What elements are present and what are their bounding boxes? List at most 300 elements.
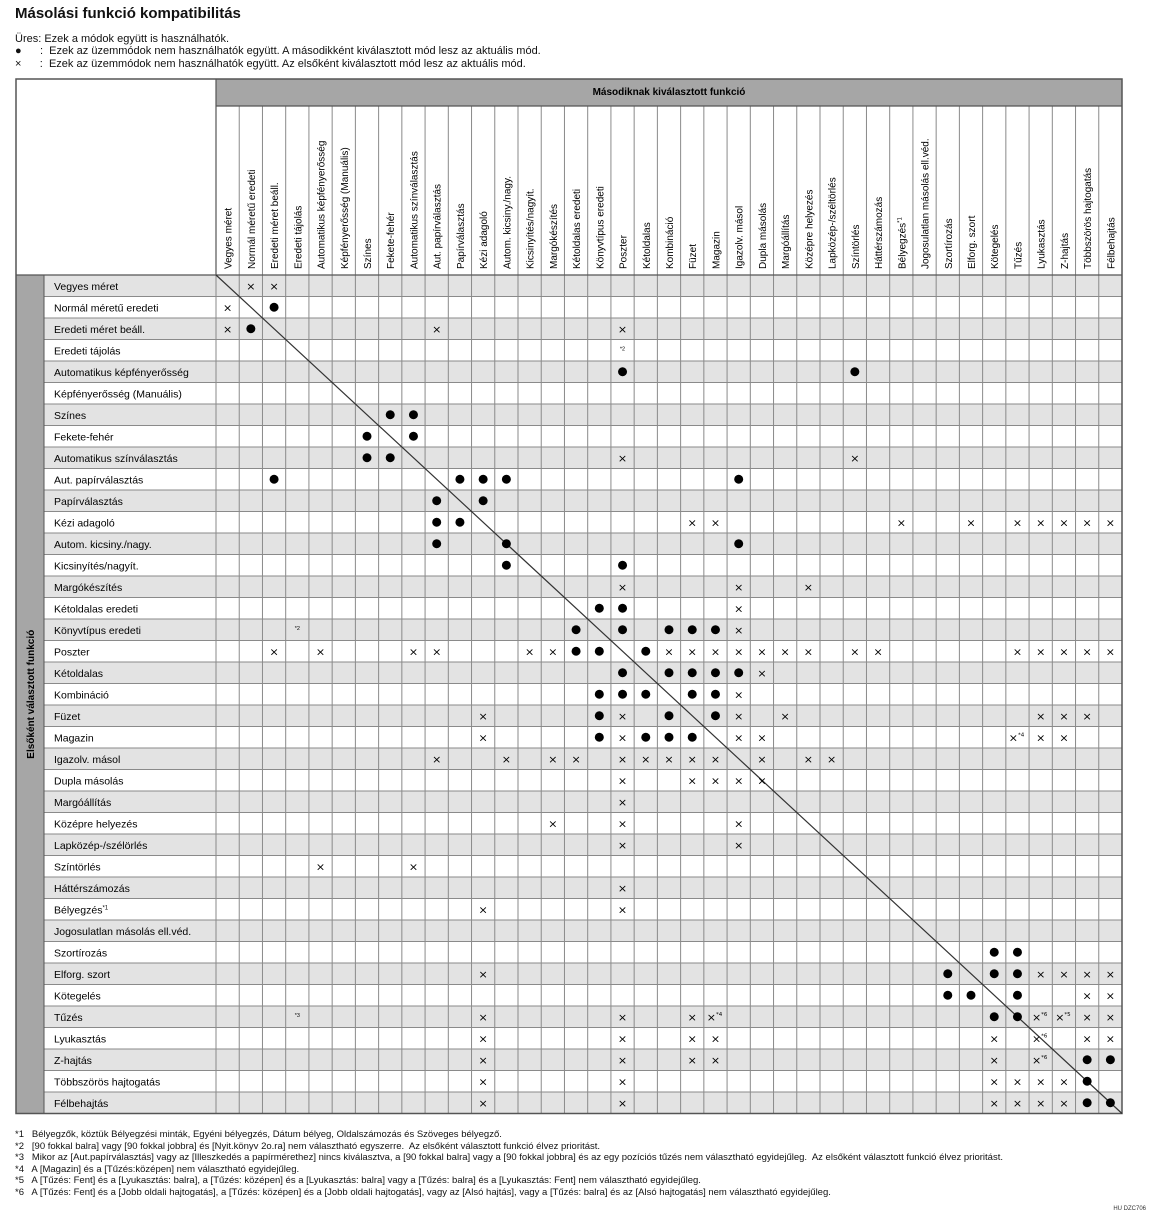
cross-mark: × <box>548 817 558 831</box>
cross-mark: × <box>617 1010 628 1024</box>
cross-mark: × <box>1105 1010 1115 1024</box>
cross-mark: × <box>478 731 488 745</box>
cross-mark: × <box>664 752 674 766</box>
cross-mark: × <box>269 645 279 659</box>
diagonal-line <box>216 275 1122 1114</box>
column-label: Háttérszámozás <box>874 196 886 269</box>
dot-mark <box>455 518 464 527</box>
dot-mark <box>1013 1012 1022 1021</box>
cross-mark: × <box>710 1032 721 1046</box>
dot-mark <box>711 711 720 720</box>
cross-mark: × <box>315 645 326 659</box>
cross-mark: × <box>734 688 744 702</box>
footnote-3: *3 Mikor az [Aut.papírválasztás] vagy az [Illeszkedés a papírmérethez] nincs kiválasztva, a [90 fokkal balra] vagy a [90 fokkal jobbra] és az egy pozíciós tűzés nem választható egyidejűleg. Az elsőként választott funkció élvez prioritást. <box>15 1152 1003 1163</box>
cross-mark: × <box>246 279 256 293</box>
row-label: Jogosulatlan másolás ell.véd. <box>54 925 192 938</box>
cross-mark: × <box>617 838 628 852</box>
cross-mark: × <box>432 322 442 336</box>
cross-mark: × <box>710 645 721 659</box>
column-label: Papírválasztás <box>455 203 467 269</box>
dot-mark <box>618 367 627 376</box>
cross-mark: × <box>687 1032 697 1046</box>
dot-mark <box>595 733 604 742</box>
column-label: Fekete-fehér <box>386 212 398 269</box>
row-shade <box>44 576 1122 598</box>
cross-mark: × <box>710 516 721 530</box>
cross-mark: × <box>734 580 744 594</box>
legend-empty: Üres: Ezek a módok együtt is használhatók. <box>15 33 229 45</box>
cross-mark: × <box>1105 989 1115 1003</box>
dot-mark <box>688 668 697 677</box>
dot-mark <box>618 625 627 634</box>
cross-mark: × <box>1105 516 1115 530</box>
row-label: Eredeti tájolás <box>54 345 121 358</box>
cross-mark: × <box>710 774 721 788</box>
row-group-label: Elsőként választott funkció <box>26 629 37 759</box>
column-label: Színtörlés <box>850 224 862 269</box>
row-label: Kétoldalas eredeti <box>54 603 139 616</box>
cross-mark: × <box>617 451 628 465</box>
cross-mark: × <box>408 860 419 874</box>
footnote-1: *1 Bélyegzők, köztük Bélyegzési minták, Egyéni bélyegzés, Dátum bélyeg, Oldalszámozás és Szöveges bélyegző. <box>15 1129 502 1140</box>
cross-mark: × <box>1036 967 1046 981</box>
column-label: Aut. papírválasztás <box>432 183 444 269</box>
column-group-label: Másodiknak kiválasztott funkció <box>592 87 746 98</box>
column-label: Képfényerősség (Manuális) <box>339 147 351 269</box>
column-label: Automatikus színválasztás <box>409 151 421 269</box>
row-shade <box>44 275 1122 297</box>
row-label: Színes <box>54 409 87 422</box>
row-label: Papírválasztás <box>54 495 123 508</box>
cross-mark: × <box>989 1032 999 1046</box>
cross-mark: × <box>1059 731 1069 745</box>
cross-mark: × <box>757 774 767 788</box>
column-label: Félbehajtás <box>1106 217 1118 269</box>
cross-mark: × <box>617 580 628 594</box>
cross-mark: × <box>850 451 860 465</box>
cross-mark: × <box>478 903 488 917</box>
cross-mark: × <box>1082 967 1092 981</box>
dot-mark <box>479 496 488 505</box>
row-label: Magazin <box>54 732 94 745</box>
cross-mark: × <box>617 1096 628 1110</box>
cross-mark: × <box>223 301 233 315</box>
document-id: HU DZC706 <box>1113 1206 1146 1212</box>
cross-mark: × <box>803 645 813 659</box>
column-label: Jogosulatlan másolás ell.véd. <box>920 138 932 269</box>
row-label: Dupla másolás <box>54 775 124 788</box>
column-label: Többszörös hajtogatás <box>1083 167 1095 269</box>
row-label: Automatikus színválasztás <box>54 452 178 465</box>
cross-mark: × <box>408 645 419 659</box>
dot-mark <box>711 690 720 699</box>
cross-mark: × <box>989 1075 999 1089</box>
dot-mark <box>270 475 279 484</box>
cross-mark: × <box>1082 1010 1092 1024</box>
dot-mark <box>246 324 255 333</box>
cross-mark: × <box>1082 516 1092 530</box>
dot-mark <box>711 625 720 634</box>
cross-mark: × <box>617 709 628 723</box>
cross-mark: × <box>687 1010 697 1024</box>
cross-mark: × <box>734 817 744 831</box>
cross-mark: × <box>1082 1032 1092 1046</box>
cross-mark: × <box>1036 731 1046 745</box>
legend-cross-text: : Ezek az üzemmódok nem használhatók együtt. Az elsőként kiválasztott mód lesz az aktuális mód. <box>39 58 526 70</box>
cross-mark: × <box>1059 645 1069 659</box>
cross-mark: × <box>269 279 279 293</box>
row-shade <box>44 361 1122 383</box>
dot-mark <box>502 475 511 484</box>
row-label: Kicsinyítés/nagyít. <box>54 560 139 573</box>
column-label: Eredeti tájolás <box>293 205 305 269</box>
cross-mark: × <box>896 516 906 530</box>
row-shade <box>44 748 1122 770</box>
dot-mark <box>455 475 464 484</box>
cross-mark: × <box>1036 709 1046 723</box>
cross-mark: × <box>687 752 697 766</box>
cross-mark: × <box>478 1096 488 1110</box>
cross-mark: × <box>827 752 837 766</box>
cross-note-mark: ×$^{*5}$ <box>1055 1010 1071 1024</box>
footnotes <box>15 1129 1003 1198</box>
note-mark: *2 <box>619 346 626 353</box>
dot-mark <box>967 991 976 1000</box>
cross-mark: × <box>757 731 767 745</box>
column-label: Bélyegzés$^{*1}$ <box>897 217 909 269</box>
cross-mark: × <box>617 1053 628 1067</box>
cross-mark: × <box>1036 645 1046 659</box>
row-label: Margóállítás <box>54 796 112 809</box>
cross-mark: × <box>1105 645 1115 659</box>
cross-mark: × <box>1012 1096 1023 1110</box>
note-mark: *2 <box>294 625 300 632</box>
cross-mark: × <box>989 1096 999 1110</box>
row-label: Autom. kicsiny./nagy. <box>54 538 152 551</box>
dot-mark <box>618 561 627 570</box>
cross-mark: × <box>1036 1096 1046 1110</box>
dot-mark <box>1013 969 1022 978</box>
cross-mark: × <box>571 752 581 766</box>
cross-mark: × <box>223 322 233 336</box>
dot-mark <box>572 625 581 634</box>
dot-mark <box>409 410 418 419</box>
dot-mark <box>641 647 650 656</box>
cross-mark: × <box>1059 967 1069 981</box>
cross-mark: × <box>710 752 721 766</box>
footnote-4: *4 A [Magazin] és a [Tűzés:középen] nem választható egyidejűleg. <box>15 1163 300 1175</box>
row-label: Háttérszámozás <box>54 882 130 895</box>
cross-mark: × <box>617 881 628 895</box>
row-label: Elforg. szort <box>54 968 111 981</box>
cross-mark: × <box>315 860 326 874</box>
cross-mark: × <box>687 774 697 788</box>
cross-mark: × <box>1036 1075 1046 1089</box>
row-shade <box>44 318 1122 340</box>
dot-mark <box>990 969 999 978</box>
cross-mark: × <box>548 752 558 766</box>
row-label: Lapközép-/szélörlés <box>54 839 148 852</box>
cross-mark: × <box>617 817 628 831</box>
column-label: Normál méretű eredeti <box>246 169 258 269</box>
dot-mark <box>641 733 650 742</box>
dot-mark <box>595 604 604 613</box>
cross-mark: × <box>780 645 790 659</box>
dot-mark <box>850 367 859 376</box>
row-label: Szortírozás <box>54 947 108 960</box>
dot-mark <box>734 475 743 484</box>
cross-mark: × <box>478 709 488 723</box>
column-label: Eredeti méret beáll. <box>270 182 282 269</box>
column-label: Autom. kicsiny./nagy. <box>502 176 514 269</box>
dot-mark <box>688 733 697 742</box>
cross-mark: × <box>1082 709 1092 723</box>
footnote-5: *5 A [Tűzés: Fent] és a [Lyukasztás: balra], a [Tűzés: középen] és a [Lyukasztás: balra] vagy a [Tűzés: balra] és a [Lyukasztás: Fent] nem választható egyidejűleg. <box>15 1175 701 1186</box>
cross-mark: × <box>873 645 883 659</box>
column-label: Magazin <box>711 231 723 269</box>
legend-dot-text: : Ezek az üzemmódok nem használhatók együtt. A másodikként kiválasztott mód lesz az aktuális mód. <box>40 45 541 57</box>
footnote-6: *6 A [Tűzés: Fent] és a [Jobb oldali hajtogatás], a [Tűzés: középen] és a [Jobb oldali hajtogatás], vagy az [Alsó hajtás], vagy a [Tűzés: balra] és az [Alsó hajtogatás] nem választható egyidejűleg. <box>15 1186 831 1198</box>
cross-mark: × <box>1036 516 1046 530</box>
row-label: Poszter <box>54 646 90 659</box>
dot-mark <box>990 948 999 957</box>
row-shade <box>44 705 1122 727</box>
dot-mark <box>386 453 395 462</box>
cross-mark: × <box>501 752 511 766</box>
dot-mark <box>1083 1098 1092 1107</box>
dot-mark <box>1106 1098 1115 1107</box>
row-label: Tűzés <box>54 1011 83 1024</box>
dot-mark <box>734 668 743 677</box>
cross-mark: × <box>757 666 767 680</box>
cross-note-mark: ×$^{*4}$ <box>1008 731 1025 745</box>
cross-mark: × <box>617 1032 628 1046</box>
dot-mark <box>432 496 441 505</box>
cross-mark: × <box>617 795 628 809</box>
cross-note-mark: ×$^{*6}$ <box>1031 1032 1048 1046</box>
dot-mark <box>665 668 674 677</box>
cross-mark: × <box>734 838 744 852</box>
cross-mark: × <box>478 1032 488 1046</box>
cross-mark: × <box>617 1075 628 1089</box>
cross-mark: × <box>617 731 628 745</box>
dot-mark <box>618 690 627 699</box>
cross-mark: × <box>478 1053 488 1067</box>
row-label: Lyukasztás <box>54 1033 107 1046</box>
dot-mark <box>688 690 697 699</box>
dot-mark <box>1083 1055 1092 1064</box>
dot-mark <box>502 561 511 570</box>
cross-mark: × <box>734 645 744 659</box>
dot-mark <box>618 668 627 677</box>
column-label: Margókészítés <box>548 203 560 269</box>
row-shade <box>44 920 1122 942</box>
cross-mark: × <box>478 1075 488 1089</box>
row-label: Normál méretű eredeti <box>54 302 159 315</box>
dot-mark <box>502 539 511 548</box>
row-label: Füzet <box>54 710 81 723</box>
row-shade <box>44 404 1122 426</box>
row-shade <box>44 619 1122 641</box>
cross-mark: × <box>641 752 651 766</box>
cross-mark: × <box>687 645 697 659</box>
column-label: Poszter <box>618 235 630 269</box>
row-shade <box>44 877 1122 899</box>
dot-mark <box>595 711 604 720</box>
row-label: Bélyegzés$^{*1}$ <box>54 904 109 917</box>
row-shade <box>44 834 1122 856</box>
row-shade <box>44 963 1122 985</box>
dot-mark <box>432 518 441 527</box>
column-label: Kétoldalas eredeti <box>572 188 584 269</box>
row-label: Eredeti méret beáll. <box>54 323 146 336</box>
footnote-2: *2 [90 fokkal balra] vagy [90 fokkal jobbra] és [Nyit.könyv 2o.ra] nem választható egyszerre. Az elsőként választott funkció élvez prioritást. <box>15 1140 601 1152</box>
row-label: Kombináció <box>54 689 109 702</box>
dot-mark <box>990 1012 999 1021</box>
page-title: Másolási funkció kompatibilitás <box>15 5 241 22</box>
dot-mark <box>665 711 674 720</box>
row-label: Margókészítés <box>54 581 123 594</box>
column-label: Kicsinyítés/nagyít. <box>525 188 537 269</box>
cross-mark: × <box>734 709 744 723</box>
dot-mark <box>1083 1077 1092 1086</box>
column-label: Lapközép-/széltörlés <box>827 177 839 269</box>
cross-mark: × <box>1105 1032 1115 1046</box>
cross-mark: × <box>734 602 744 616</box>
cross-mark: × <box>478 1010 488 1024</box>
cross-mark: × <box>548 645 558 659</box>
column-label: Középre helyezés <box>804 189 816 269</box>
cross-note-mark: ×$^{*6}$ <box>1031 1053 1048 1067</box>
column-label: Igazolv. másol <box>734 205 746 269</box>
row-label: Igazolv. másol <box>54 753 121 766</box>
cross-note-mark: ×$^{*6}$ <box>1031 1010 1048 1024</box>
row-label: Vegyes méret <box>54 280 119 293</box>
row-shade <box>44 447 1122 469</box>
cross-mark: × <box>780 709 790 723</box>
column-label: Kötegelés <box>990 224 1002 269</box>
cross-mark: × <box>432 752 442 766</box>
cross-mark: × <box>525 645 535 659</box>
row-label: Kötegelés <box>54 990 101 1003</box>
cross-mark: × <box>757 752 767 766</box>
cross-mark: × <box>1105 967 1115 981</box>
cross-mark: × <box>734 623 744 637</box>
row-label: Könyvtípus eredeti <box>54 624 141 637</box>
cross-mark: × <box>1059 516 1069 530</box>
row-label: Kézi adagoló <box>54 517 115 530</box>
dot-mark <box>595 647 604 656</box>
cross-mark: × <box>1012 645 1023 659</box>
row-label: Automatikus képfényerősség <box>54 366 189 379</box>
column-label: Z-hajtás <box>1059 232 1071 269</box>
cross-mark: × <box>1059 1075 1069 1089</box>
dot-mark <box>363 453 372 462</box>
row-shade <box>44 533 1122 555</box>
cross-mark: × <box>966 516 976 530</box>
cross-mark: × <box>478 967 488 981</box>
cross-mark: × <box>734 731 744 745</box>
column-label: Könyvtípus eredeti <box>595 186 607 269</box>
cross-mark: × <box>1012 1075 1023 1089</box>
row-label: Többszörös hajtogatás <box>54 1076 161 1089</box>
cross-mark: × <box>617 322 628 336</box>
cross-mark: × <box>1082 645 1092 659</box>
row-shade <box>44 1049 1122 1071</box>
dot-mark <box>943 969 952 978</box>
cross-mark: × <box>687 516 697 530</box>
dot-mark <box>1106 1055 1115 1064</box>
dot-mark <box>572 647 581 656</box>
cross-mark: × <box>432 645 442 659</box>
cross-mark: × <box>1059 1096 1069 1110</box>
row-label: Aut. papírválasztás <box>54 474 144 487</box>
row-label: Képfényerősség (Manuális) <box>54 388 182 401</box>
dot-mark <box>270 303 279 312</box>
cross-mark: × <box>617 903 628 917</box>
row-shade <box>44 490 1122 512</box>
column-label: Vegyes méret <box>223 207 235 269</box>
cross-mark: × <box>989 1053 999 1067</box>
row-shade <box>44 791 1122 813</box>
cross-mark: × <box>1082 989 1092 1003</box>
dot-mark <box>409 432 418 441</box>
column-label: Margóállítás <box>781 214 793 269</box>
cross-mark: × <box>1059 709 1069 723</box>
column-label: Füzet <box>688 243 700 269</box>
row-label: Félbehajtás <box>54 1097 109 1110</box>
row-shade <box>44 662 1122 684</box>
column-label: Szortírozás <box>943 218 955 269</box>
row-label: Fekete-fehér <box>54 431 114 444</box>
column-label: Lyukasztás <box>1036 219 1048 269</box>
cross-mark: × <box>734 774 744 788</box>
dot-mark <box>665 733 674 742</box>
dot-mark <box>943 991 952 1000</box>
cross-mark: × <box>757 645 767 659</box>
column-label: Kézi adagoló <box>479 211 491 269</box>
dot-mark <box>1013 991 1022 1000</box>
dot-mark <box>665 625 674 634</box>
dot-mark <box>618 604 627 613</box>
dot-mark <box>363 432 372 441</box>
dot-symbol: ● <box>15 45 22 57</box>
row-label: Színtörlés <box>54 861 101 874</box>
column-label: Tűzés <box>1013 241 1025 269</box>
cross-mark: × <box>803 752 813 766</box>
cross-mark: × <box>710 1053 721 1067</box>
cross-mark: × <box>617 752 628 766</box>
cross-symbol: × <box>15 58 22 70</box>
row-shade <box>44 1006 1122 1028</box>
column-label: Kombináció <box>665 216 676 269</box>
cross-note-mark: ×$^{*4}$ <box>706 1010 723 1024</box>
cross-mark: × <box>803 580 813 594</box>
dot-mark <box>479 475 488 484</box>
cross-mark: × <box>687 1053 697 1067</box>
dot-mark <box>641 690 650 699</box>
row-label: Kétoldalas <box>54 667 104 680</box>
dot-mark <box>734 539 743 548</box>
column-label: Dupla másolás <box>757 202 769 269</box>
row-label: Középre helyezés <box>54 818 138 831</box>
cross-mark: × <box>617 774 628 788</box>
row-label: Z-hajtás <box>54 1054 92 1067</box>
column-label: Kétoldalas <box>641 222 653 269</box>
dot-mark <box>711 668 720 677</box>
column-label: Automatikus képfényerősség <box>316 140 328 269</box>
note-mark: *3 <box>294 1012 300 1019</box>
